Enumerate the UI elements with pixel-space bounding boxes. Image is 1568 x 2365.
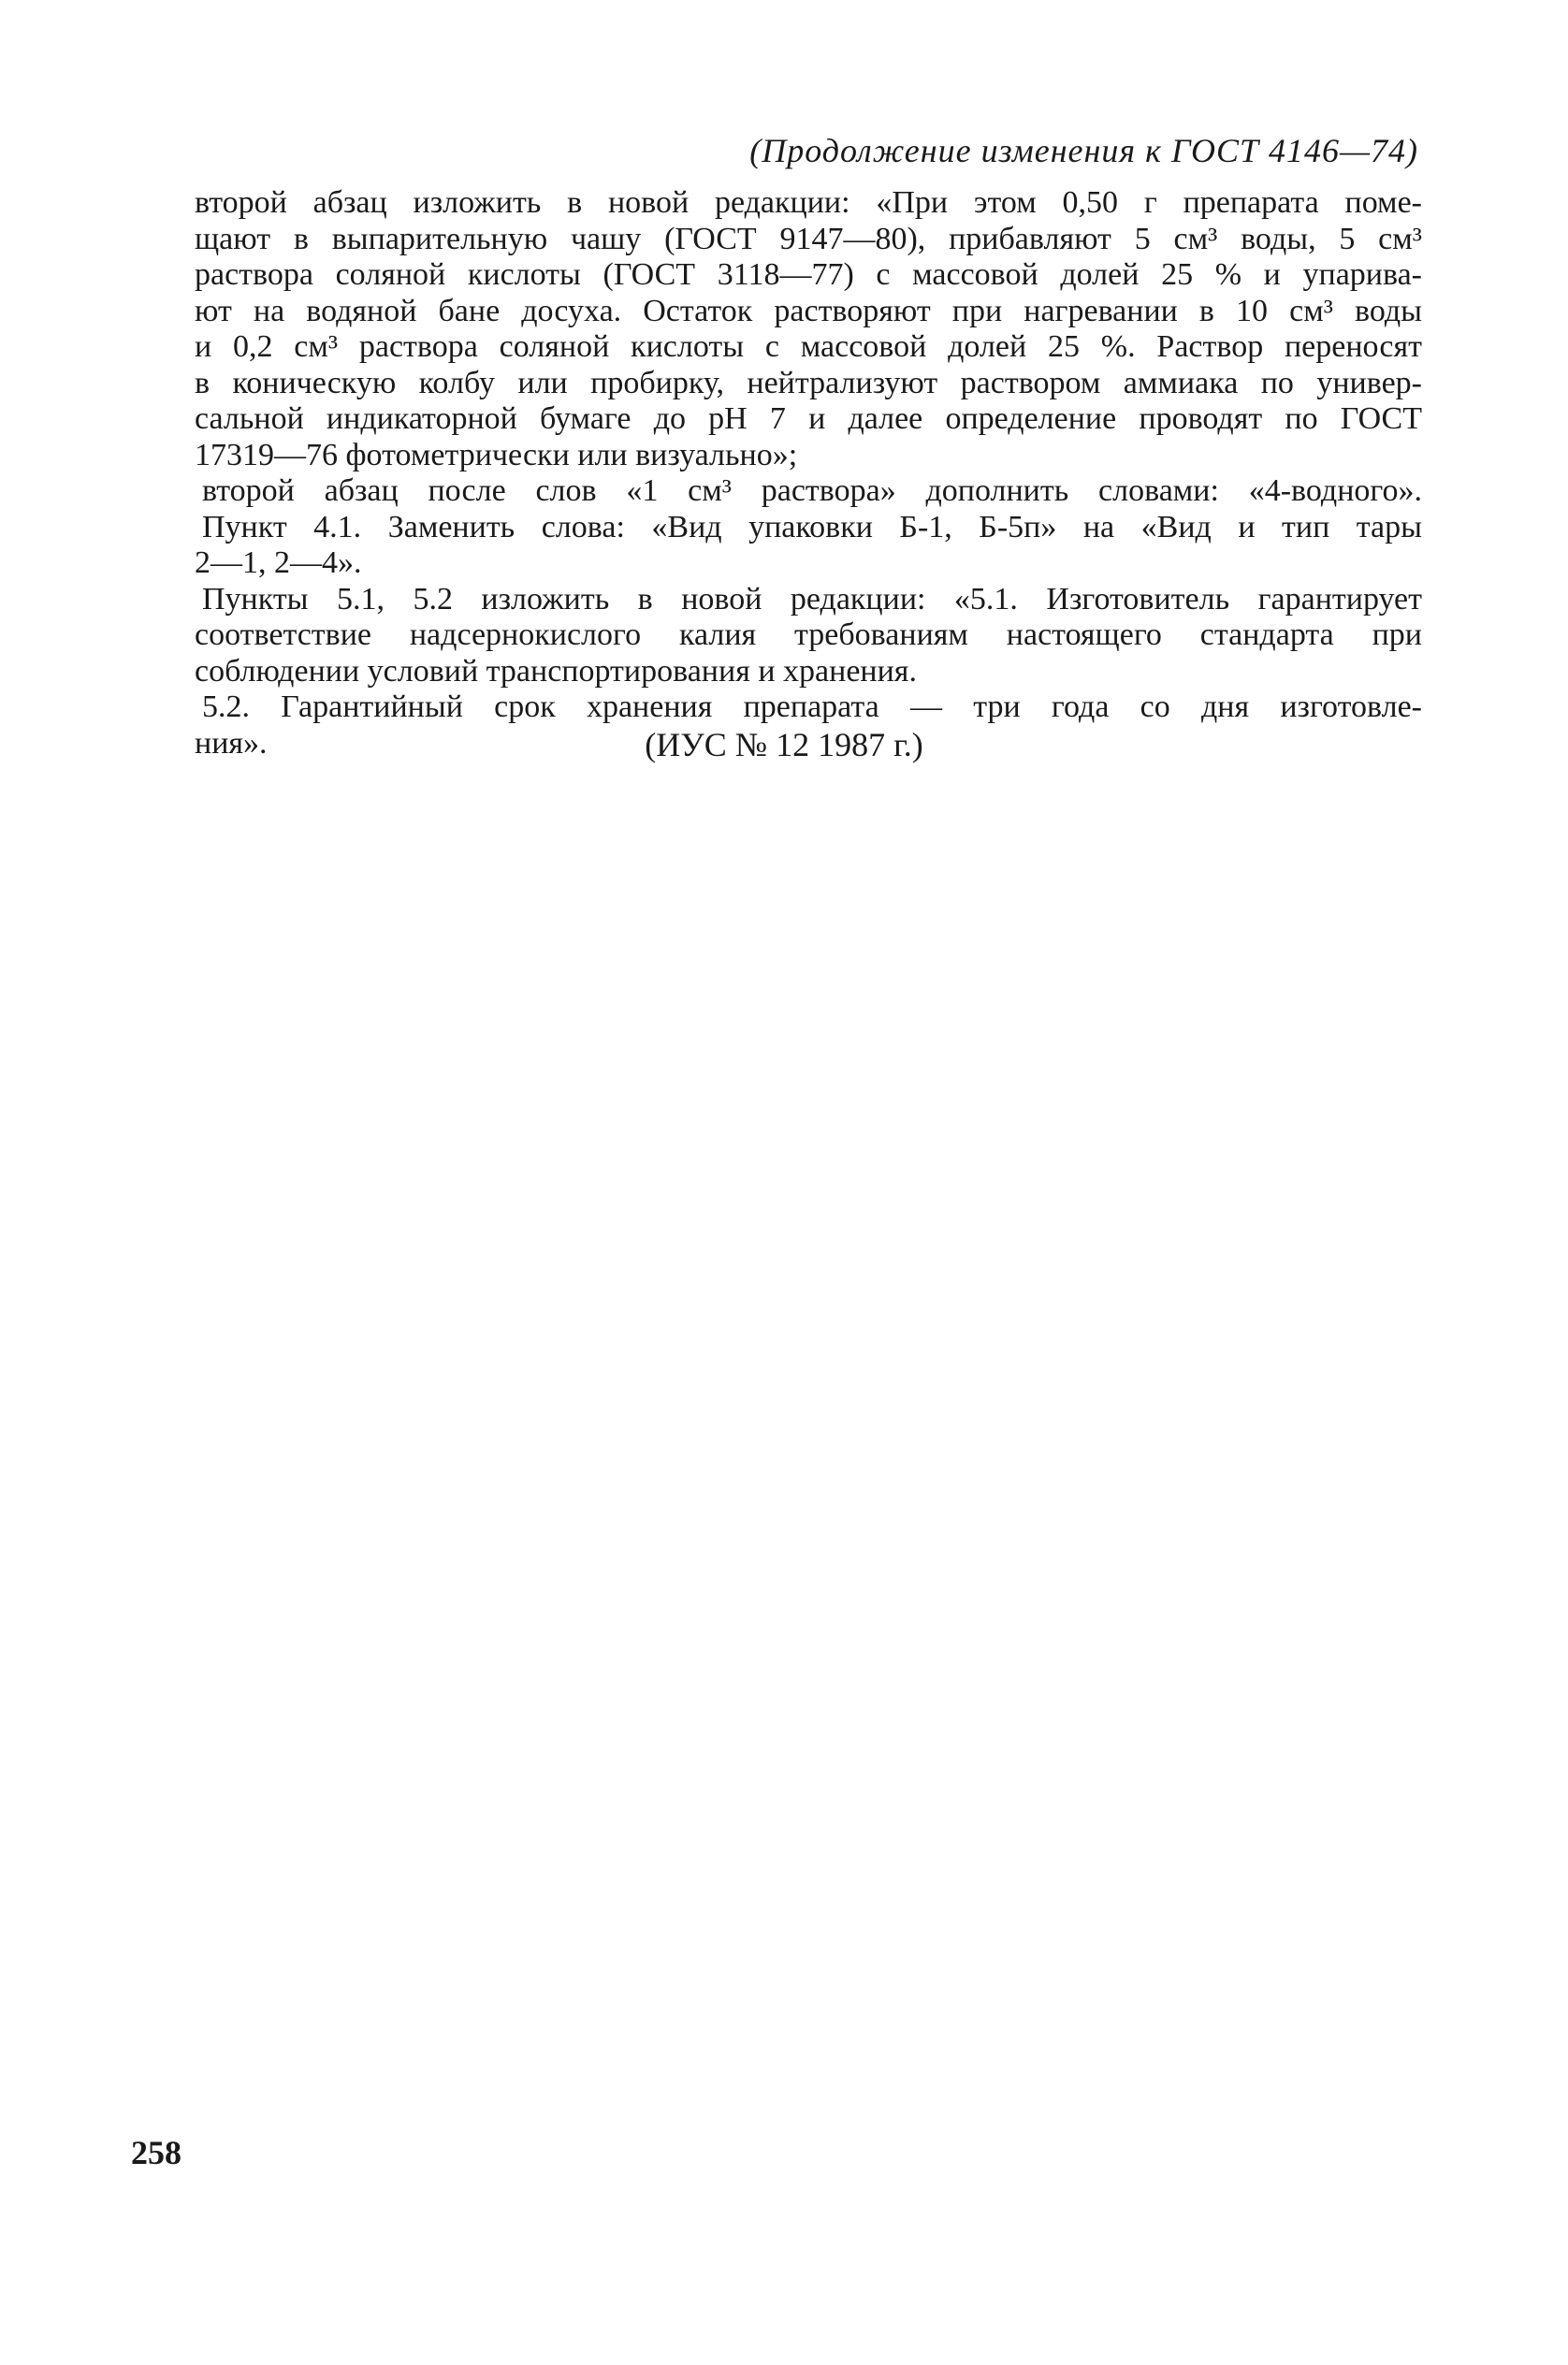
body-line-10: Пункт 4.1. Заменить слова: «Вид упаковки Б-1, Б-5п» на «Вид и тип тары — [202, 509, 1422, 544]
body-line-13: соответствие надсернокислого калия требованиям настоящего стандарта при — [195, 617, 1422, 652]
body-line-5: и 0,2 см³ раствора соляной кислоты с массовой долей 25 %. Раствор переносят — [195, 329, 1422, 364]
body-line-2: щают в выпарительную чашу (ГОСТ 9147—80), прибавляют 5 см³ воды, 5 см³ — [195, 221, 1422, 256]
body-line-8: 17319—76 фотометрически или визуально»; — [195, 437, 798, 472]
body-line-16: ния». — [195, 725, 268, 761]
running-title: (Продолжение изменения к ГОСТ 4146—74) — [749, 132, 1418, 169]
body-line-11: 2—1, 2—4». — [195, 545, 362, 580]
body-line-4: ют на водяной бане досуха. Остаток растворяют при нагревании в 10 см³ воды — [195, 293, 1422, 328]
body-line-6: в коническую колбу или пробирку, нейтрализуют раствором аммиака по универ- — [195, 365, 1422, 400]
source-note: (ИУС № 12 1987 г.) — [645, 726, 923, 763]
body-line-12: Пункты 5.1, 5.2 изложить в новой редакции: «5.1. Изготовитель гарантирует — [202, 581, 1422, 617]
body-line-14: соблюдении условий транспортирования и хранения. — [195, 653, 917, 689]
body-line-3: раствора соляной кислоты (ГОСТ 3118—77) с массовой долей 25 % и упарива- — [195, 257, 1422, 292]
body-line-1: второй абзац изложить в новой редакции: «При этом 0,50 г препарата поме- — [195, 185, 1422, 220]
page-number: 258 — [131, 2134, 181, 2171]
body-line-7: сальной индикаторной бумаге до pH 7 и далее определение проводят по ГОСТ — [195, 401, 1422, 436]
body-line-9: второй абзац после слов «1 см³ раствора» дополнить словами: «4-водного». — [202, 473, 1422, 508]
document-body — [195, 185, 1422, 762]
body-line-15: 5.2. Гарантийный срок хранения препарата — три года со дня изготовле- — [202, 689, 1422, 724]
